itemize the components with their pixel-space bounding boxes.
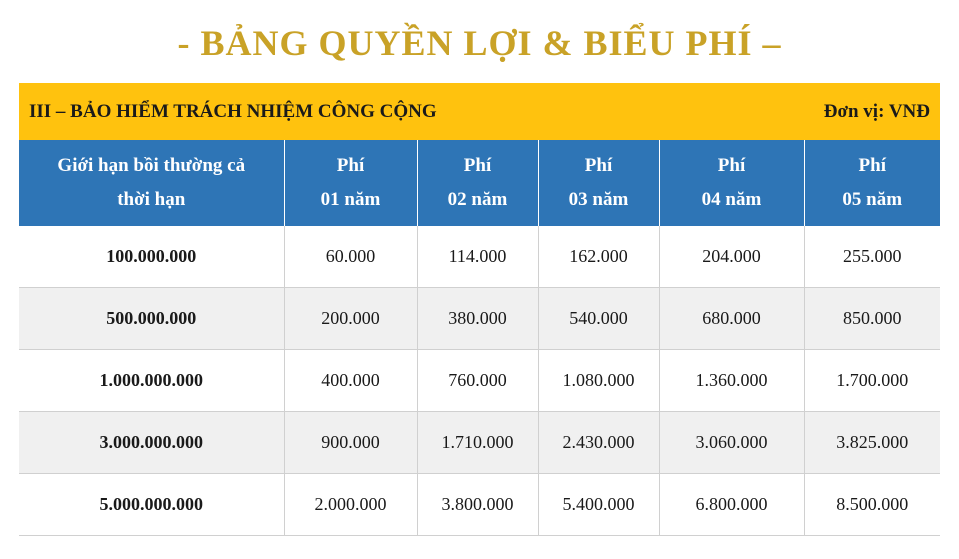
fee-cell: 6.800.000 xyxy=(659,474,804,536)
table-row xyxy=(19,412,940,474)
header-fee-3-year: Phí 03 năm xyxy=(538,140,659,226)
fee-cell: 1.360.000 xyxy=(659,350,804,412)
limit-cell: 100.000.000 xyxy=(19,226,284,288)
fee-cell: 760.000 xyxy=(417,350,538,412)
limit-cell: 500.000.000 xyxy=(19,288,284,350)
limit-cell: 1.000.000.000 xyxy=(19,350,284,412)
header-fee-2-year: Phí 02 năm xyxy=(417,140,538,226)
fee-cell: 204.000 xyxy=(659,226,804,288)
header-fee-4-year: Phí 04 năm xyxy=(659,140,804,226)
section-name: III – BẢO HIỂM TRÁCH NHIỆM CÔNG CỘNG xyxy=(29,100,437,122)
section-header xyxy=(19,83,940,140)
fee-cell: 5.400.000 xyxy=(538,474,659,536)
fee-cell: 680.000 xyxy=(659,288,804,350)
limit-cell: 5.000.000.000 xyxy=(19,474,284,536)
fee-cell: 60.000 xyxy=(284,226,417,288)
table-header-row xyxy=(19,140,940,226)
fee-cell: 380.000 xyxy=(417,288,538,350)
page-title: - BẢNG QUYỀN LỢI & BIỂU PHÍ – xyxy=(177,23,782,63)
fee-cell: 900.000 xyxy=(284,412,417,474)
fee-cell: 1.710.000 xyxy=(417,412,538,474)
header-fee-5-year: Phí 05 năm xyxy=(804,140,940,226)
fee-cell: 400.000 xyxy=(284,350,417,412)
fee-cell: 3.060.000 xyxy=(659,412,804,474)
fee-cell: 8.500.000 xyxy=(804,474,940,536)
fee-cell: 850.000 xyxy=(804,288,940,350)
header-fee-1-year: Phí 01 năm xyxy=(284,140,417,226)
table-row xyxy=(19,474,940,536)
fee-cell: 1.700.000 xyxy=(804,350,940,412)
limit-cell: 3.000.000.000 xyxy=(19,412,284,474)
fee-table xyxy=(19,140,940,536)
fee-cell: 255.000 xyxy=(804,226,940,288)
header-limit: Giới hạn bồi thường cả thời hạn xyxy=(19,140,284,226)
table-row xyxy=(19,288,940,350)
table-row xyxy=(19,226,940,288)
fee-cell: 114.000 xyxy=(417,226,538,288)
fee-cell: 162.000 xyxy=(538,226,659,288)
fee-cell: 2.000.000 xyxy=(284,474,417,536)
table-row xyxy=(19,350,940,412)
fee-table-container xyxy=(19,83,940,536)
fee-cell: 540.000 xyxy=(538,288,659,350)
fee-cell: 1.080.000 xyxy=(538,350,659,412)
currency-unit: Đơn vị: VNĐ xyxy=(823,100,930,122)
fee-cell: 200.000 xyxy=(284,288,417,350)
fee-cell: 3.800.000 xyxy=(417,474,538,536)
fee-cell: 3.825.000 xyxy=(804,412,940,474)
fee-cell: 2.430.000 xyxy=(538,412,659,474)
